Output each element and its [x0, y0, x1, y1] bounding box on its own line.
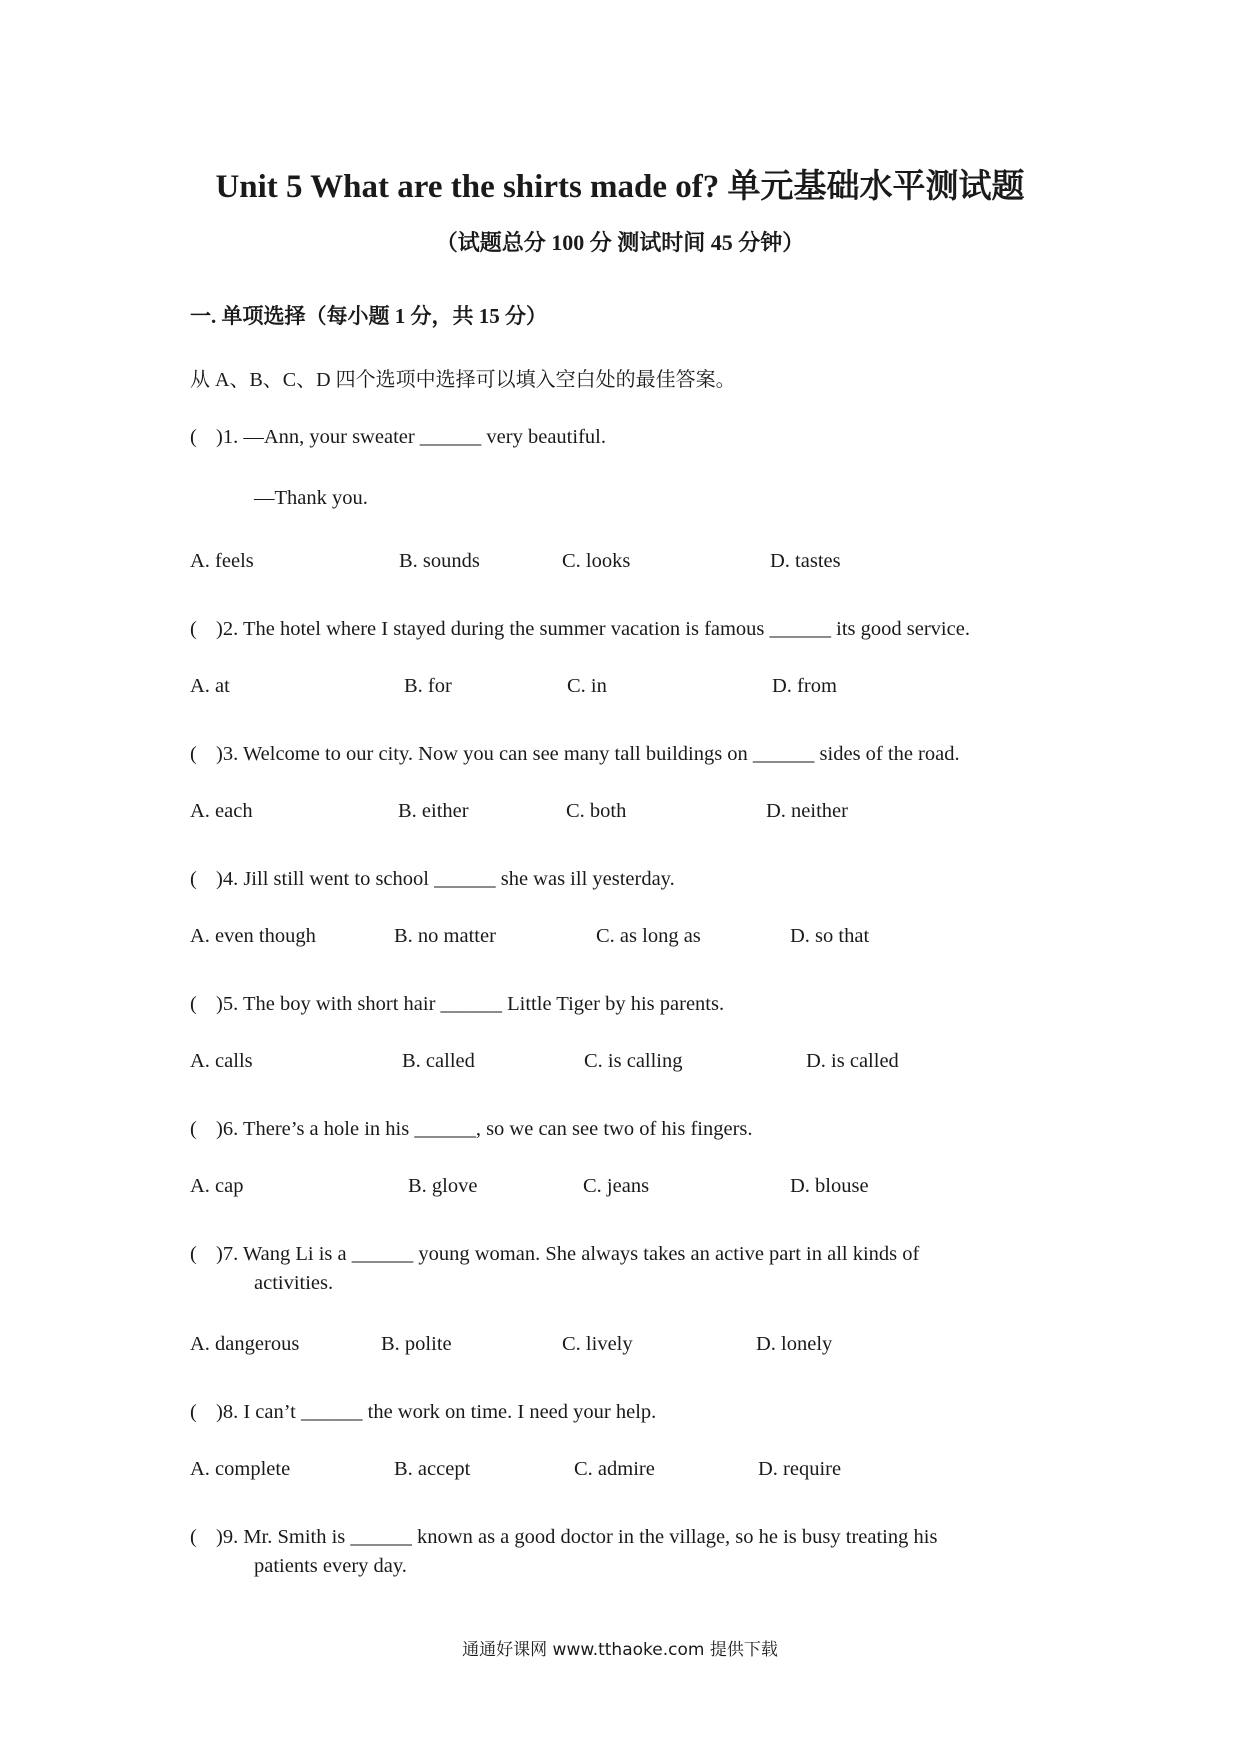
- option-b: B. called: [402, 1050, 475, 1072]
- option-a: A. at: [190, 675, 230, 697]
- option-b: B. glove: [408, 1175, 478, 1197]
- question-text: )5. The boy with short hair ______ Little Tiger by his parents.: [216, 993, 725, 1015]
- question-9: [190, 1520, 937, 1554]
- question-1-reply: —Thank you.: [254, 487, 368, 509]
- question-2-options: [190, 675, 1090, 705]
- answer-paren: (: [190, 1401, 197, 1423]
- option-a: A. feels: [190, 550, 254, 572]
- option-a: A. even though: [190, 925, 316, 947]
- page-title: Unit 5 What are the shirts made of? 单元基础水平测试题: [215, 169, 1025, 205]
- option-d: D. tastes: [770, 550, 841, 572]
- question-text: )9. Mr. Smith is ______ known as a good doctor in the village, so he is busy treating his: [216, 1526, 938, 1548]
- option-c: C. lively: [562, 1333, 633, 1355]
- option-c: C. jeans: [583, 1175, 650, 1197]
- option-d: D. so that: [790, 925, 870, 947]
- question-text: )4. Jill still went to school ______ she was ill yesterday.: [216, 868, 675, 890]
- option-a: A. dangerous: [190, 1333, 300, 1355]
- option-c: C. both: [566, 800, 627, 822]
- answer-paren: (: [190, 743, 197, 765]
- answer-paren: (: [190, 868, 197, 890]
- option-a: A. complete: [190, 1458, 291, 1480]
- question-6: [190, 1112, 753, 1146]
- question-text: )8. I can’t ______ the work on time. I need your help.: [216, 1401, 657, 1423]
- option-d: D. from: [772, 675, 837, 697]
- section-instruction: 从 A、B、C、D 四个选项中选择可以填入空白处的最佳答案。: [190, 369, 736, 391]
- option-d: D. is called: [806, 1050, 899, 1072]
- option-b: B. accept: [394, 1458, 471, 1480]
- question-7-options: [190, 1333, 1090, 1363]
- question-text: )3. Welcome to our city. Now you can see many tall buildings on ______ sides of the road.: [216, 743, 960, 765]
- question-4-options: [190, 925, 1090, 955]
- option-b: B. polite: [381, 1333, 452, 1355]
- page-subtitle: （试题总分 100 分 测试时间 45 分钟）: [435, 230, 805, 255]
- question-6-options: [190, 1175, 1090, 1205]
- option-a: A. each: [190, 800, 253, 822]
- question-5-options: [190, 1050, 1090, 1080]
- option-b: B. either: [398, 800, 469, 822]
- answer-paren: (: [190, 618, 197, 640]
- question-9-continuation: patients every day.: [254, 1555, 407, 1577]
- option-c: C. in: [567, 675, 607, 697]
- option-a: A. calls: [190, 1050, 253, 1072]
- answer-paren: (: [190, 1526, 197, 1548]
- answer-paren: (: [190, 1118, 197, 1140]
- question-8: [190, 1395, 656, 1429]
- question-7-continuation: activities.: [254, 1272, 334, 1294]
- option-d: D. require: [758, 1458, 842, 1480]
- option-a: A. cap: [190, 1175, 244, 1197]
- option-b: B. no matter: [394, 925, 496, 947]
- question-text: )1. —Ann, your sweater ______ very beautiful.: [216, 426, 606, 448]
- question-8-options: [190, 1458, 1090, 1488]
- question-text: )7. Wang Li is a ______ young woman. She always takes an active part in all kinds of: [216, 1243, 920, 1265]
- answer-paren: (: [190, 1243, 197, 1265]
- question-1-options: [190, 550, 1090, 580]
- option-b: B. for: [404, 675, 452, 697]
- answer-paren: (: [190, 426, 197, 448]
- page-footer: 通通好课网 www.tthaoke.com 提供下载: [462, 1640, 778, 1660]
- question-3-options: [190, 800, 1090, 830]
- question-text: )6. There’s a hole in his ______, so we can see two of his fingers.: [216, 1118, 753, 1140]
- option-c: C. as long as: [596, 925, 701, 947]
- question-1: [190, 420, 606, 454]
- question-2: [190, 612, 970, 646]
- question-3: [190, 737, 960, 771]
- option-c: C. admire: [574, 1458, 655, 1480]
- option-c: C. is calling: [584, 1050, 683, 1072]
- answer-paren: (: [190, 993, 197, 1015]
- question-4: [190, 862, 675, 896]
- question-text: )2. The hotel where I stayed during the summer vacation is famous ______ its good service.: [216, 618, 970, 640]
- option-d: D. lonely: [756, 1333, 833, 1355]
- option-c: C. looks: [562, 550, 631, 572]
- option-d: D. blouse: [790, 1175, 869, 1197]
- question-7: [190, 1237, 919, 1271]
- question-5: [190, 987, 724, 1021]
- option-b: B. sounds: [399, 550, 480, 572]
- option-d: D. neither: [766, 800, 848, 822]
- section-heading: 一. 单项选择（每小题 1 分，共 15 分）: [190, 304, 547, 328]
